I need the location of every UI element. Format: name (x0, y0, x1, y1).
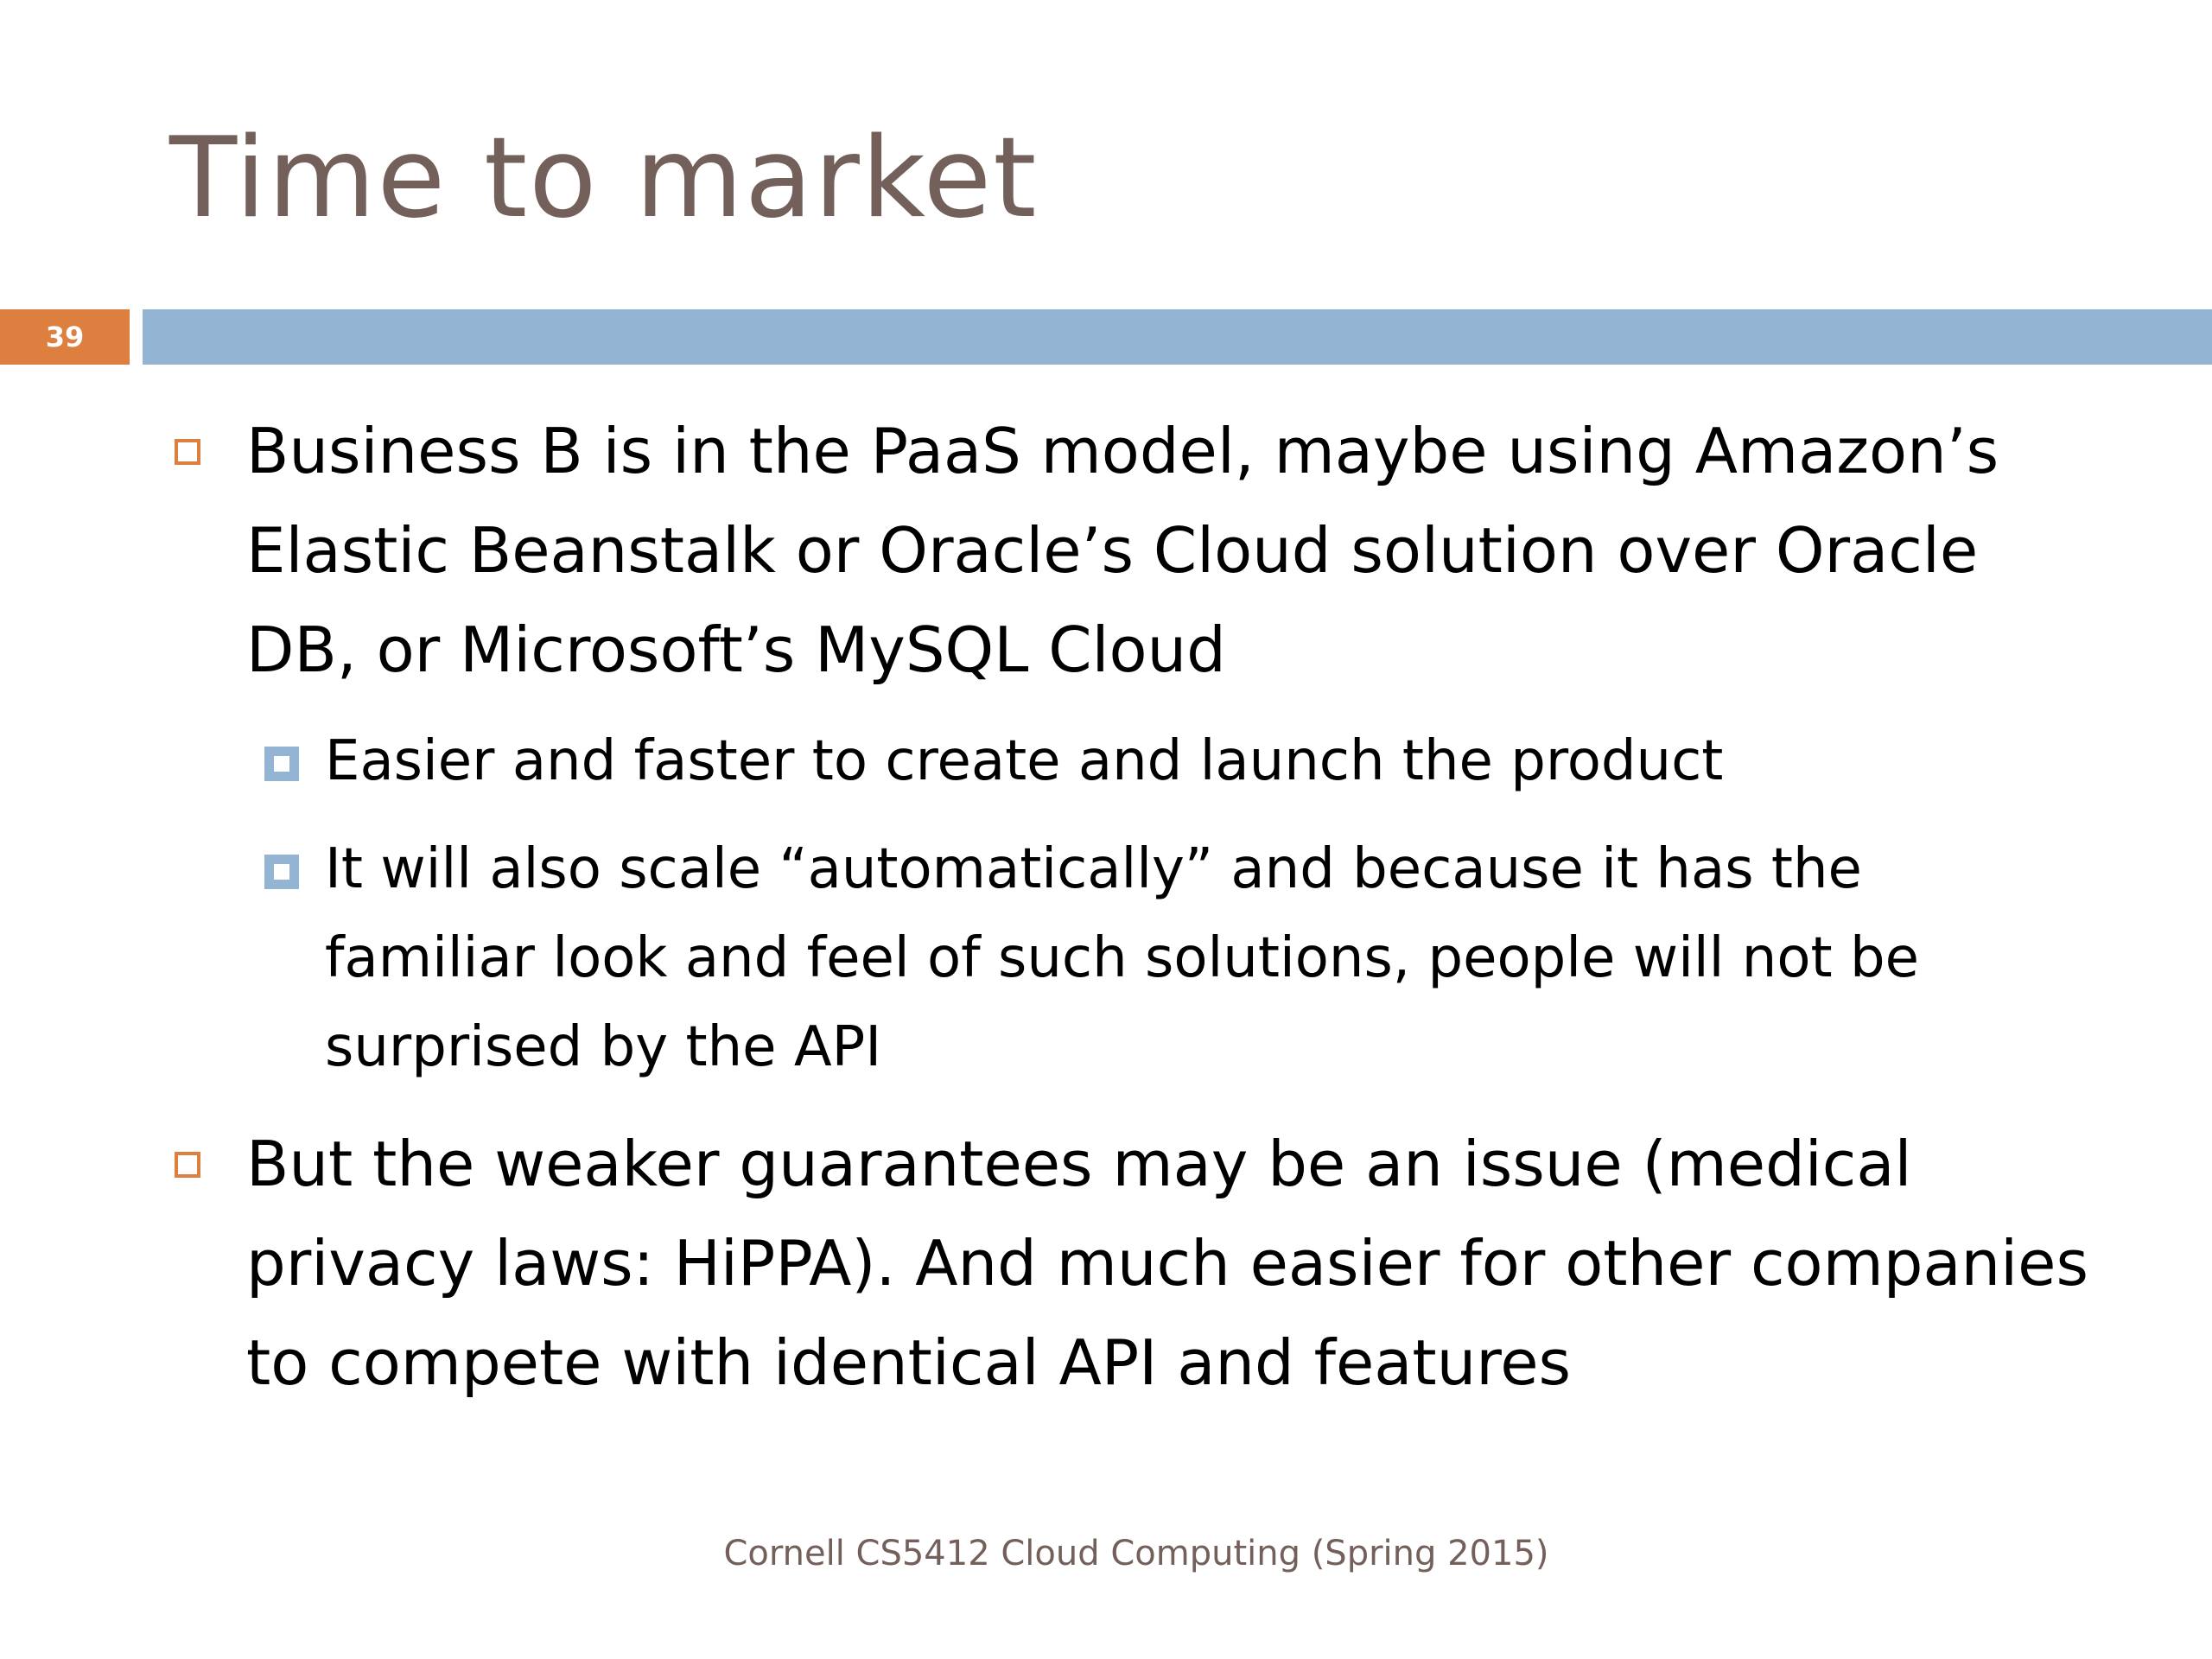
square-bullet-icon (264, 747, 299, 781)
hollow-square-bullet-icon (175, 439, 200, 465)
sub-bullet-item (325, 825, 2070, 1092)
bullet-item (246, 402, 2104, 700)
sub-bullet-text: It will also scale “automatically” and because it has the familiar look and feel of such solutions, people will not be surprised by the API (325, 837, 1919, 1079)
bullet-item (246, 1115, 2104, 1413)
slide-footer: Cornell CS5412 Cloud Computing (Spring 2015) (723, 1534, 1549, 1573)
bullet-text: Business B is in the PaaS model, maybe using Amazon’s Elastic Beanstalk or Oracle’s Cloud solution over Oracle DB, or Microsoft’s MySQL Cloud (246, 415, 1999, 686)
sub-bullet-item (325, 717, 2070, 806)
slide-title: Time to market (169, 114, 1039, 243)
square-bullet-icon (264, 855, 299, 889)
title-divider-bar (143, 309, 2212, 365)
bullet-text: But the weaker guarantees may be an issue (medical privacy laws: HiPPA). And much easier for other companies to compete with identical API and features (246, 1128, 2088, 1399)
sub-bullet-text: Easier and faster to create and launch the product (325, 729, 1724, 793)
slide-number: 39 (0, 309, 130, 365)
hollow-square-bullet-icon (175, 1152, 200, 1178)
